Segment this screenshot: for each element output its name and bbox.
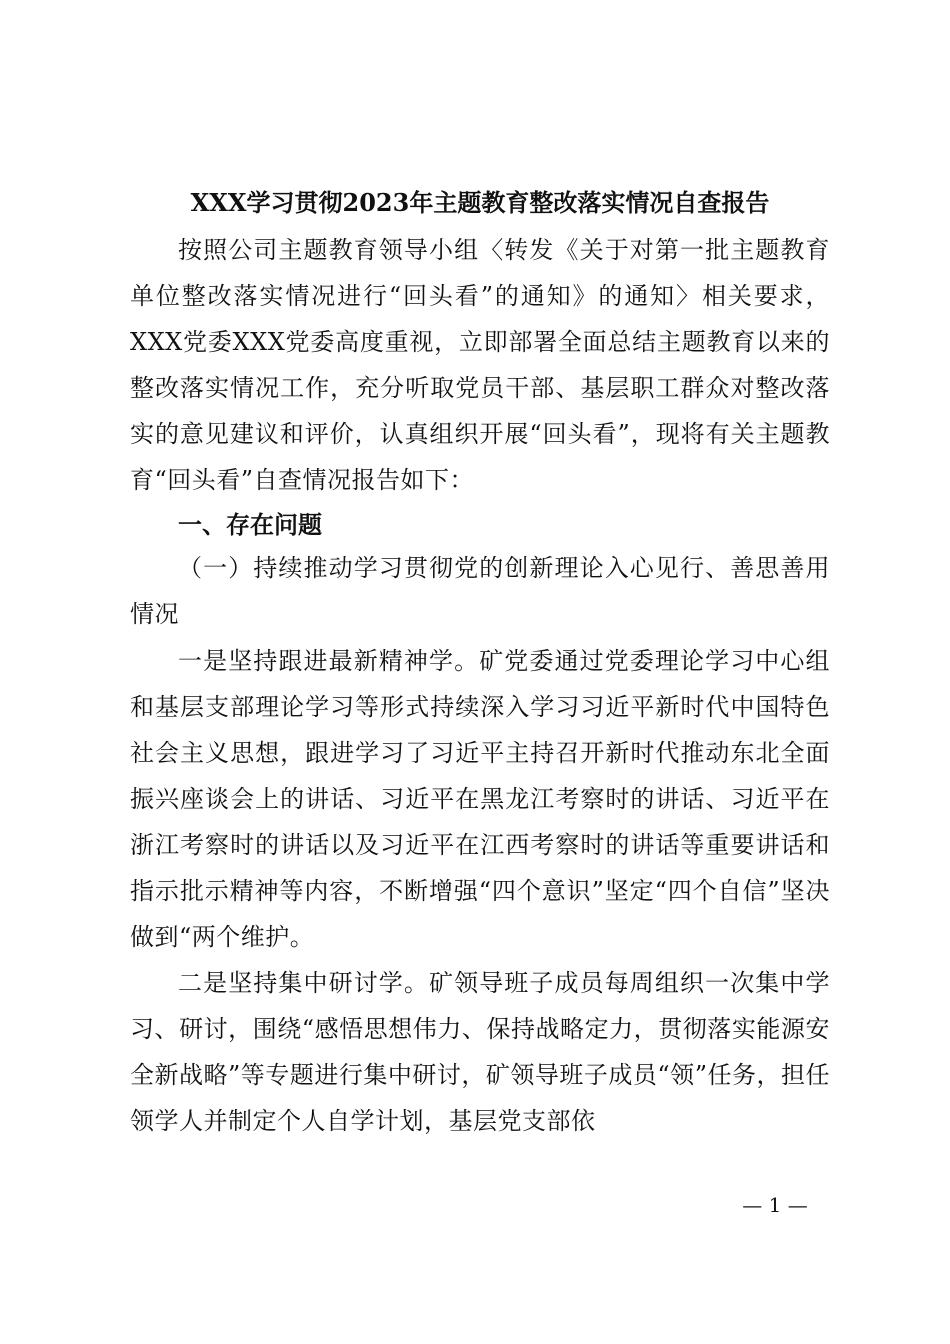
intro-paragraph: 按照公司主题教育领导小组〈转发《关于对第一批主题教育单位整改落实情况进行“回头看”的通知》的通知〉相关要求，XXX党委XXX党委高度重视，立即部署全面总结主题教育以来的整改落实情况工作，充分听取党员干部、基层职工群众对整改落实的意见建议和评价，认真组织开展“回头看”，现将有关主题教育“回头看”自查情况报告如下： xyxy=(130,236,830,494)
section-heading-1: 一、存在问题 xyxy=(178,511,322,539)
body-paragraph-1: 一是坚持跟进最新精神学。矿党委通过党委理论学习中心组和基层支部理论学习等形式持续深入学习习近平新时代中国特色社会主义思想，跟进学习了习近平主持召开新时代推动东北全面振兴座谈会上的讲话、习近平在黑龙江考察时的讲话、习近平在浙江考察时的讲话以及习近平在江西考察时的讲话等重要讲话和指示批示精神等内容，不断增强“四个意识”坚定“四个自信”坚决做到“两个维护。 xyxy=(130,647,830,951)
body-paragraph-2: 二是坚持集中研讨学。矿领导班子成员每周组织一次集中学习、研讨，围绕“感悟思想伟力、保持战略定力，贯彻落实能源安全新战略”等专题进行集中研讨，矿领导班子成员“领”任务，担任领学人并制定个人自学计划，基层党支部依 xyxy=(130,969,830,1135)
subsection-heading-1: （一）持续推动学习贯彻党的创新理论入心见行、善思善用情况 xyxy=(130,554,830,628)
page-number: — 1 — xyxy=(742,1193,808,1217)
document-title: XXX学习贯彻2023年主题教育整改落实情况自查报告 xyxy=(190,188,770,217)
